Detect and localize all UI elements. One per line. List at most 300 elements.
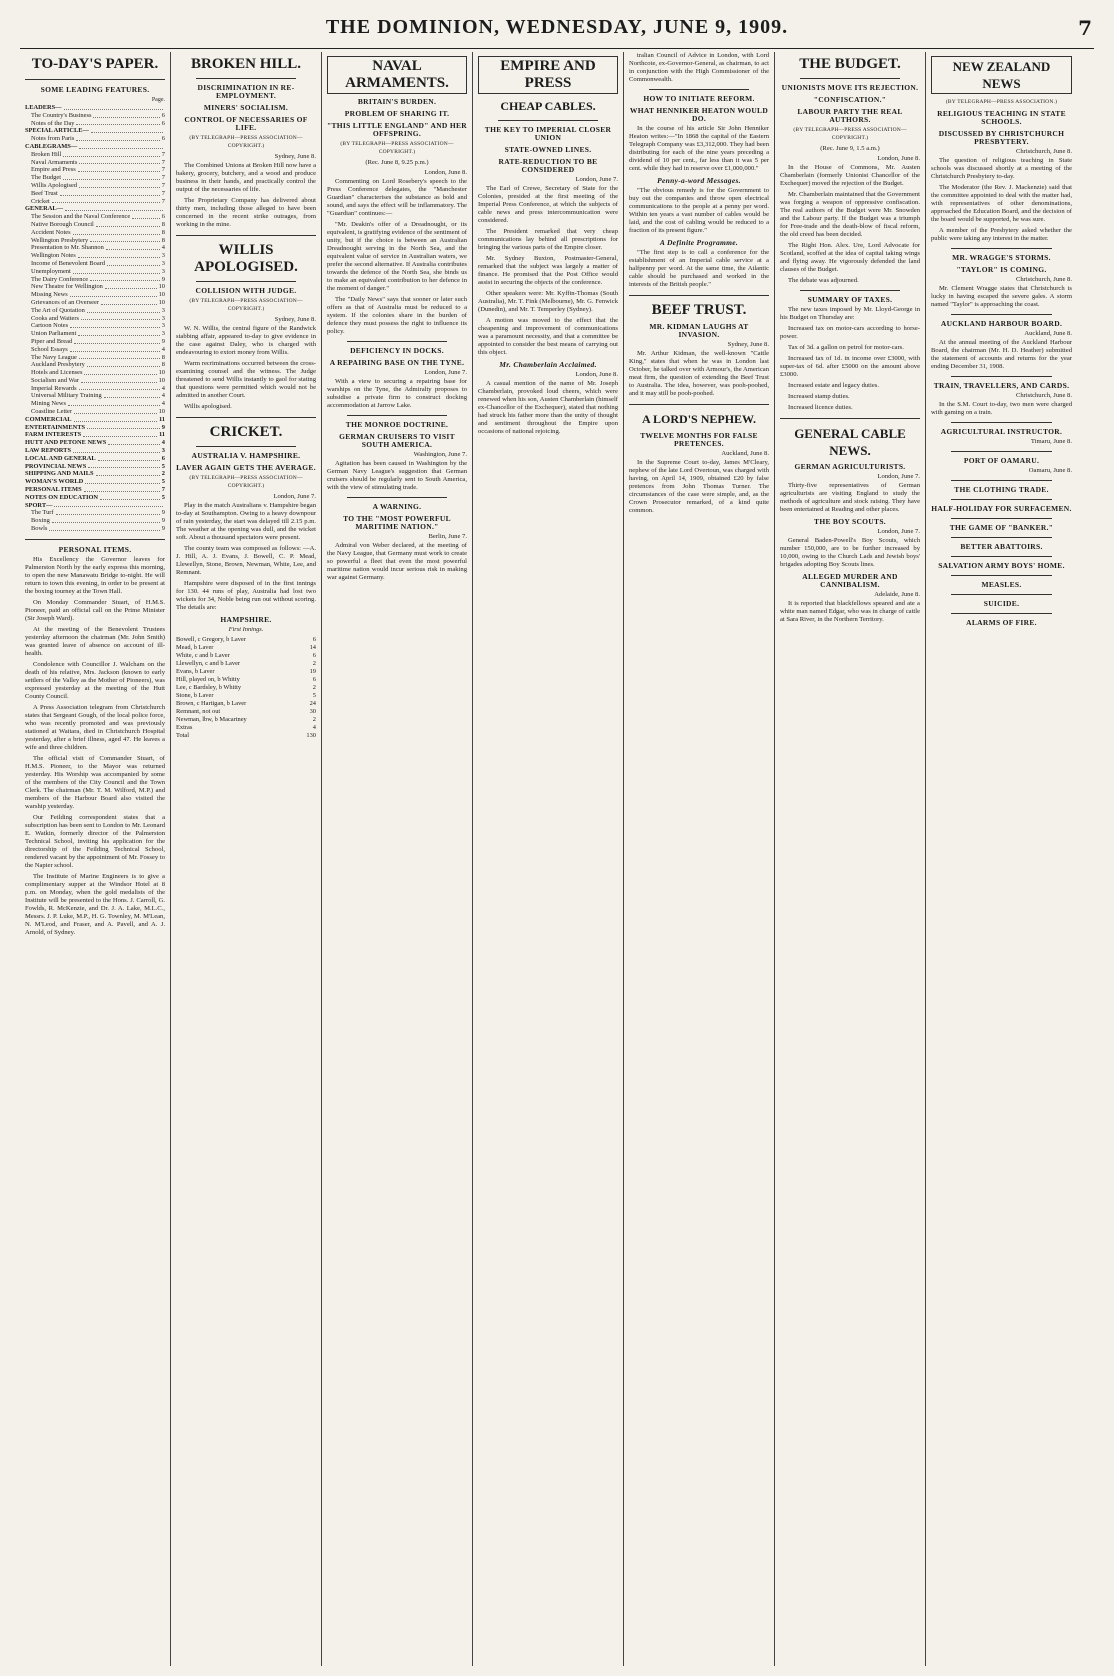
contents-page: 9 xyxy=(161,423,165,431)
beef-trust-heading: BEEF TRUST. xyxy=(651,302,747,318)
column-6 xyxy=(775,52,926,1666)
score-row xyxy=(176,676,316,684)
budget-heading: THE BUDGET. xyxy=(799,56,901,72)
leader-dots xyxy=(74,408,157,414)
contents-label: Mining News xyxy=(31,400,66,408)
article-body xyxy=(327,542,467,582)
article-body xyxy=(780,306,920,412)
contents-row xyxy=(25,455,165,463)
subheading: SUICIDE. xyxy=(983,599,1020,608)
paragraph: Other speakers were: Mr. Kyffin-Thomas (South Australia), Mr. T. Fink (Melbourne), Mr. G. Fenwick (Dunedin), and Mr. T. Temperley (Sydney). xyxy=(478,290,618,313)
contents-row xyxy=(25,112,165,120)
leader-dots xyxy=(108,439,160,445)
contents-page: 8 xyxy=(161,228,165,236)
leader-dots xyxy=(90,276,160,282)
contents-row xyxy=(25,221,165,229)
divider xyxy=(951,556,1052,557)
article-body xyxy=(780,164,920,285)
contents-row xyxy=(25,502,165,510)
score-row xyxy=(176,652,316,660)
contents-label: PROVINCIAL NEWS xyxy=(25,462,87,470)
paragraph: tralian Council of Advice in London, with Lord Northcote, ex-Governor-General, as chairman, to act in conjunction with the High Commissioner of the Commonwealth. xyxy=(629,52,769,83)
divider xyxy=(951,537,1052,538)
contents-label: The Navy League xyxy=(31,353,77,361)
contents-label: Socialism and War xyxy=(31,376,79,384)
contents-row xyxy=(25,361,165,369)
subheading: RELIGIOUS TEACHING IN STATE SCHOOLS. xyxy=(937,109,1066,126)
article-body xyxy=(327,178,467,336)
paragraph: In the House of Commons, Mr. Austen Chamberlain (formerly Unionist Chancellor of the Exchequer) moved the rejection of the Budget. xyxy=(780,164,920,187)
leader-dots xyxy=(132,213,160,219)
leader-dots xyxy=(91,127,163,133)
score-row xyxy=(176,684,316,692)
score-row xyxy=(176,700,316,708)
contents-row xyxy=(25,135,165,143)
subheading: ALARMS OF FIRE. xyxy=(966,618,1037,627)
subheading: WHAT HENNIKER HEATON WOULD DO. xyxy=(629,106,769,123)
subheading: THE GAME OF "BANKER." xyxy=(949,523,1054,532)
wire-credit: (BY TELEGRAPH—PRESS ASSOCIATION—COPYRIGHT.) xyxy=(189,135,303,149)
contents-row xyxy=(25,174,165,182)
subheading: "THIS LITTLE ENGLAND" AND HER OFFSPRING. xyxy=(327,121,467,138)
runs: 130 xyxy=(306,732,316,739)
contents-label: CABLEGRAMS— xyxy=(25,142,78,150)
batsman: Total xyxy=(176,732,190,739)
subheading: THE KEY TO IMPERIAL CLOSER UNION xyxy=(484,125,612,142)
contents-row xyxy=(25,299,165,307)
contents-row xyxy=(25,494,165,502)
contents-page: 10 xyxy=(158,298,165,306)
contents-row xyxy=(25,369,165,377)
divider xyxy=(951,480,1052,481)
batsman: Remnant, not out xyxy=(176,708,221,715)
divider xyxy=(951,451,1052,452)
dateline: (Rec. June 9, 1.5 a.m.) xyxy=(820,145,880,152)
leader-dots xyxy=(65,205,163,211)
contents-row xyxy=(25,486,165,494)
contents-page: 10 xyxy=(158,369,165,377)
paragraph: The President remarked that very cheap communications lay behind all prescriptions for bringing the various parts of the Empire closer. xyxy=(478,228,618,251)
runs: 14 xyxy=(309,644,316,651)
contents-label: Universal Military Training xyxy=(31,392,102,400)
contents-page: 7 xyxy=(161,197,165,205)
subheading: THE MONROE DOCTRINE. xyxy=(345,420,449,429)
divider xyxy=(347,497,447,498)
subheading: BETTER ABATTOIRS. xyxy=(960,542,1043,551)
dateline: Berlin, June 7. xyxy=(428,533,467,540)
personal-item: His Excellency the Governor leaves for Palmerston North by the early express this morning, to open the new Manawatu Bridge to-night. He will return to town this evening, in order to be present at the boxing tourney at the Town Hall. xyxy=(25,555,165,595)
score-row xyxy=(176,636,316,644)
subheading: AUCKLAND HARBOUR BOARD. xyxy=(940,319,1063,328)
leader-dots xyxy=(70,291,157,297)
article-body xyxy=(931,401,1072,417)
subheading: MINERS' SOCIALISM. xyxy=(203,103,289,112)
contents-row xyxy=(25,470,165,478)
newspaper-title: THE DOMINION, WEDNESDAY, JUNE 9, 1909. xyxy=(325,16,789,38)
contents-page: 10 xyxy=(158,408,165,416)
dateline: London, June 8. xyxy=(424,169,467,176)
paragraph: Mr. Arthur Kidman, the well-known "Cattle King," states that when he was in London last October, he talked over with Armour's, the American meat firm, the question of extending the Beef Trust to Australia. The idea, however, was pooh-poohed, and it may still be pooh-poohed. xyxy=(629,350,769,397)
contents-label: PERSONAL ITEMS xyxy=(25,486,82,494)
new-zealand-news-heading: NEW ZEALAND NEWS xyxy=(931,56,1072,94)
contents-row xyxy=(25,198,165,206)
paragraph: The Proprietary Company has delivered about thirty men, including those alleged to have been concerned in the recent strike outrages, from working in the mine. xyxy=(176,197,316,228)
dateline: Washington, June 7. xyxy=(413,451,467,458)
contents-label: Imperial Rewards xyxy=(31,384,77,392)
article-body xyxy=(176,162,316,229)
subheading: "CONFISCATION." xyxy=(813,95,887,104)
article-body xyxy=(780,600,920,624)
batsman: Bowell, c Gregory, b Laver xyxy=(176,636,246,643)
contents-row xyxy=(25,354,165,362)
masthead xyxy=(20,14,1094,49)
personal-item: A Press Association telegram from Christchurch states that Sergeant Gough, of the local police force, who was recently promoted and was previously stationed at Waitara, died in Christchurch Hospital yesterday, after a brief illness, aged 47. He leaves a wife and three children. xyxy=(25,703,165,751)
contents-label: COMMERCIAL xyxy=(25,415,72,423)
contents-page: 11 xyxy=(158,431,165,439)
contents-label: LAW REPORTS xyxy=(25,447,71,455)
paragraph: In the Supreme Court to-day, James M'Cleary, nephew of the late Lord Overtoun, was charged with having, on April 14, 1909, obtained £20 by false pretences from John Thomas Turner. The circumstances of the case were simple, and, as the Crown Prosecutor remarked, of a kind quite common. xyxy=(629,459,769,514)
contents-label: Accident Notes xyxy=(31,228,71,236)
personal-item: The official visit of Commander Stuart, of H.M.S. Pioneer, to the Mayor was returned yesterday. His Worship was accompanied by some of the members of the City Council and the Town Clerk. The chairman (Mr. T. M. Wilford, M.P.) and members of the Harbour Board also visited the warship yesterday. xyxy=(25,754,165,810)
contents-row xyxy=(25,252,165,260)
dateline: Adelaide, June 8. xyxy=(874,591,920,598)
paragraph: Commenting on Lord Rosebery's speech to the Press Conference delegates, the "Manchester Guardian" characterises the substance as bold and sound, and says the effect will be inflammatory. The "Guardian" continues:— xyxy=(327,178,467,217)
contents-label: Coastline Letter xyxy=(31,408,72,416)
score-row xyxy=(176,660,316,668)
batsman: Evans, b Laver xyxy=(176,668,215,675)
leader-dots xyxy=(78,252,160,258)
dateline: Sydney, June 8. xyxy=(274,316,316,323)
leader-dots xyxy=(83,431,157,437)
divider xyxy=(629,404,769,405)
contents-label: Bowls xyxy=(31,525,48,533)
contents-row xyxy=(25,120,165,128)
paragraph: The debate was adjourned. xyxy=(788,277,859,284)
contents-row xyxy=(25,400,165,408)
empire-and-press-heading: EMPIRE AND PRESS xyxy=(478,56,618,94)
contents-page: 3 xyxy=(161,252,165,260)
leader-dots xyxy=(73,229,160,235)
article-body xyxy=(780,482,920,514)
dateline: London, June 8. xyxy=(877,155,920,162)
contents-row xyxy=(25,322,165,330)
runs: 6 xyxy=(312,636,316,643)
batsman: Lee, c Bardsley, b Whitty xyxy=(176,684,242,691)
column-4 xyxy=(473,52,624,1666)
divider xyxy=(951,314,1052,315)
divider xyxy=(649,89,749,90)
leader-dots xyxy=(74,416,157,422)
leader-dots xyxy=(100,494,160,500)
score-row xyxy=(176,692,316,700)
divider xyxy=(347,415,447,416)
subheading: DEFICIENCY IN DOCKS. xyxy=(350,346,444,355)
contents-page: 8 xyxy=(161,361,165,369)
subheading: GERMAN CRUISERS TO VISIT SOUTH AMERICA. xyxy=(339,432,455,449)
paragraph: The "Daily News" says that sooner or later such offers as that of Australia must be reduced to a system. If the colonies share in the burden of defence they must possess the right to influence its policy. xyxy=(327,296,467,335)
contents-label: The Session and the Naval Conference xyxy=(31,213,131,221)
divider xyxy=(951,248,1052,249)
paragraph: Play in the match Australians v. Hampshire began to-day at Southampton. Owing to a heavy downpour of rain yesterday, the start was delayed till 2.15 p.m. The weather at the opening was dull, and the wicket soft. About a thousand spectators were present. xyxy=(176,502,316,541)
contents-page: 7 xyxy=(161,181,165,189)
contents-label: Cartoon Notes xyxy=(31,322,69,330)
contents-label: LEADERS— xyxy=(25,104,62,111)
leader-dots xyxy=(70,322,160,328)
contents-row xyxy=(25,315,165,323)
leader-dots xyxy=(76,120,159,126)
contents-label: Missing News xyxy=(31,291,68,299)
paragraph: With a view to securing a repairing base for warships on the Tyne, the Admiralty proposes to subsidise a private firm to construct docking accommodation at Jarrow Lake. xyxy=(327,378,467,409)
contents-row xyxy=(25,385,165,393)
general-cable-news-heading: GENERAL CABLE NEWS. xyxy=(794,426,906,458)
page-number: 7 xyxy=(1078,16,1092,40)
contents-row xyxy=(25,213,165,221)
contents-page: 7 xyxy=(161,174,165,182)
column-2 xyxy=(171,52,322,1666)
leader-dots xyxy=(78,166,160,172)
contents-page: 6 xyxy=(161,454,165,462)
runs: 6 xyxy=(312,652,316,659)
article-body xyxy=(629,459,769,515)
divider xyxy=(498,120,598,121)
divider xyxy=(951,499,1052,500)
personal-item: On Monday Commander Stuart, of H.M.S. Pioneer, paid an official call on the Prime Minister (Sir Joseph Ward). xyxy=(25,598,165,622)
contents-label: Naval Armaments xyxy=(31,158,78,166)
subheading: UNIONISTS MOVE ITS REJECTION. xyxy=(781,83,919,92)
contents-row xyxy=(25,166,165,174)
paragraph: The question of religious teaching in State schools was discussed shortly at a meeting of the Christchurch Presbytery to-day. xyxy=(931,157,1072,180)
contents-label: Beef Trust xyxy=(31,189,58,197)
paragraph: "Mr. Deakin's offer of a Dreadnought, or its equivalent, is gratifying evidence of the sentiment of unity, but if the choice is between an Australian Dreadnought serving in the North Sea, and the equivalent value of service in Australian waters, we prefer the second alternative. If Australia contributes towards the defence of the North Sea, she binds us to make an equivalent contribution to her defence in the moment of danger." xyxy=(327,221,467,292)
contents-row xyxy=(25,268,165,276)
contents-page: 9 xyxy=(161,525,165,533)
paragraph: Increased licence duties. xyxy=(788,404,853,411)
contents-page: 6 xyxy=(161,119,165,127)
naval-armaments-heading: NAVAL ARMAMENTS. xyxy=(327,56,467,94)
paragraph: Increased tax on motor-cars according to horse-power. xyxy=(780,325,920,340)
article-body xyxy=(931,157,1072,243)
contents-label: HUTT AND PETONE NEWS xyxy=(25,439,107,447)
subheading: HOW TO INITIATE REFORM. xyxy=(643,94,755,103)
contents-page: 8 xyxy=(161,353,165,361)
subheading: TRAIN, TRAVELLERS, AND CARDS. xyxy=(933,381,1070,390)
subheading: TWELVE MONTHS FOR FALSE PRETENCES. xyxy=(640,431,758,448)
divider xyxy=(196,446,296,447)
subheading: THE CLOTHING TRADE. xyxy=(954,485,1049,494)
contents-list xyxy=(25,104,165,533)
contents-label: SPECIAL ARTICLE— xyxy=(25,127,89,135)
subheading: PORT OF OAMARU. xyxy=(963,456,1040,465)
paragraph: Tax of 3d. a gallon on petrol for motor-cars. xyxy=(788,344,904,351)
subheading: A REPAIRING BASE ON THE TYNE. xyxy=(329,358,465,367)
contents-label: GENERAL— xyxy=(25,205,63,213)
contents-page: 4 xyxy=(161,345,165,353)
leader-dots xyxy=(56,509,160,515)
article-body xyxy=(629,187,769,235)
contents-label: The Budget xyxy=(31,174,61,182)
paragraph: Mr. Sydney Buxton, Postmaster-General, remarked that the subject was largely a matter of finance. He promised that the Post Office would assist in securing the objects of the conference. xyxy=(478,255,618,286)
leader-dots xyxy=(70,346,160,352)
contents-page: 4 xyxy=(161,439,165,447)
dateline: London, June 7. xyxy=(877,473,920,480)
leader-dots xyxy=(74,338,160,344)
divider xyxy=(176,235,316,236)
scorecard xyxy=(176,636,316,740)
batsman: White, c and b Laver xyxy=(176,652,230,659)
contents-label: Wellington Notes xyxy=(31,252,76,260)
subheading: MR. WRAGGE'S STORMS. xyxy=(952,253,1051,262)
paragraph: The Right Hon. Alex. Ure, Lord Advocate for Scotland, scoffed at the idea of capital taking wings and flying away. He vigorously defended the land clauses of the Budget. xyxy=(780,242,920,273)
runs: 24 xyxy=(309,700,316,707)
contents-label: FARM INTERESTS xyxy=(25,431,82,439)
contents-label: Notes from Paris xyxy=(31,135,75,143)
column-5 xyxy=(624,52,775,1666)
contents-label: Native Borough Council xyxy=(31,220,94,228)
leader-dots xyxy=(105,283,157,289)
contents-page: 7 xyxy=(161,150,165,158)
contents-label: Presentation to Mr. Shannon xyxy=(31,244,104,252)
paragraph: Thirty-five representatives of German agriculturists are visiting England to study the methods of agriculture and stock raising. They have been entertained at Reading and other places. xyxy=(780,482,920,513)
contents-page: 3 xyxy=(161,306,165,314)
subheading: Mr. Chamberlain Acclaimed. xyxy=(499,360,597,369)
subheading: AGRICULTURAL INSTRUCTOR. xyxy=(940,427,1063,436)
contents-row xyxy=(25,151,165,159)
subheading: SUMMARY OF TAXES. xyxy=(807,295,893,304)
paragraph: The Earl of Crewe, Secretary of State for the Colonies, presided at the first meeting of the Imperial Press Conference, at which the subjects of cable news and press intercommunication were considered. xyxy=(478,185,618,224)
runs: 5 xyxy=(312,692,316,699)
scorecard-subheading: First Innings. xyxy=(228,626,264,633)
divider xyxy=(951,613,1052,614)
personal-items-body xyxy=(25,556,165,937)
paragraph: A member of the Presbytery asked whether the public were taking any interest in the matter. xyxy=(931,227,1072,242)
contents-page: 6 xyxy=(161,213,165,221)
contents-page: 3 xyxy=(161,267,165,275)
contents-page: 10 xyxy=(158,376,165,384)
batsman: Stone, b Laver xyxy=(176,692,214,699)
divider xyxy=(196,281,296,282)
contents-page: 7 xyxy=(161,166,165,174)
leader-dots xyxy=(88,463,160,469)
paragraph: Increased estate and legacy duties. xyxy=(788,382,879,389)
contents-row xyxy=(25,244,165,252)
contents-row xyxy=(25,377,165,385)
contents-label: The Dairy Conference xyxy=(31,275,89,283)
contents-label: School Essays xyxy=(31,345,68,353)
subheading: AUSTRALIA V. HAMPSHIRE. xyxy=(191,451,301,460)
paragraph: Mr. Chamberlain maintained that the Government was forging a weapon of oppressive confiscation. The real authors of the Budget were Mr. Snowden and the Labour party. If the Budget was a triumph for Free-trade and the death-blow of fiscal reform, the old creed has been decided. xyxy=(780,191,920,238)
dateline: Auckland, June 8. xyxy=(721,450,769,457)
contents-row xyxy=(25,408,165,416)
contents-label: SPORT— xyxy=(25,501,53,509)
contents-page: 9 xyxy=(161,517,165,525)
article-body xyxy=(176,325,316,411)
score-row xyxy=(176,708,316,716)
paragraph: Willis apologised. xyxy=(184,403,232,410)
contents-page: 3 xyxy=(161,447,165,455)
leader-dots xyxy=(60,190,160,196)
contents-label: WOMAN'S WORLD xyxy=(25,478,84,486)
paragraph: The Combined Unions at Broken Hill now have a bakery, grocery, butchery, and a wood and produce business in their hands, and practically control the output of the necessaries of life. xyxy=(176,162,316,193)
contents-page: 3 xyxy=(161,314,165,322)
divider xyxy=(800,78,900,79)
contents-label: Unemployment xyxy=(31,267,71,275)
contents-label: Piper and Bread xyxy=(31,337,73,345)
scorecard-heading: HAMPSHIRE. xyxy=(220,615,272,624)
leader-dots xyxy=(93,112,159,118)
leader-dots xyxy=(81,377,157,383)
dateline: London, June 7. xyxy=(424,369,467,376)
contents-row xyxy=(25,338,165,346)
divider xyxy=(347,341,447,342)
dateline: Christchurch, June 8. xyxy=(1015,276,1072,283)
contents-row xyxy=(25,431,165,439)
divider xyxy=(951,376,1052,377)
contents-page: 10 xyxy=(158,291,165,299)
wire-credit: (BY TELEGRAPH—PRESS ASSOCIATION.) xyxy=(945,99,1058,105)
dateline: Christchurch, June 8. xyxy=(1015,148,1072,155)
paragraph: "The first step is to call a conference for the establishment of an Imperial cable service at a halfpenny per word. At the same time, the Atlantic cable should be purchased and worked in the interests of the British people." xyxy=(629,249,769,288)
subheading: RATE-REDUCTION TO BE CONSIDERED xyxy=(498,157,598,174)
divider xyxy=(25,79,165,80)
dateline: Timaru, June 8. xyxy=(1030,438,1072,445)
personal-item: The Institute of Marine Engineers is to give a complimentary supper at the Windsor Hotel at 8 p.m. on Monday, when the gold medalists of the Institute will be presented to the Hons. J. Carroll, G. Fowlds, R. McKenzie, and Dr. J. A. Lake, M.L.C., Messrs. J. P. Luke, M.P., H. G. Townley, M. M'Lean, N. M'Leod, and Fraser, and A. Pavell, and A. J. Arnold, of Sydney. xyxy=(25,872,165,936)
divider xyxy=(800,290,900,291)
contents-row xyxy=(25,416,165,424)
contents-page: 3 xyxy=(161,322,165,330)
contents-label: Grievances of an Overseer xyxy=(31,298,99,306)
personal-item: Our Feilding correspondent states that a subscription has been sent to London to Mr. Leonard E. Watkin, formerly director of the Palmerston Technical School, inviting his application for the directorship of the Feilding Technical School, rendered vacant by the appointment of Mr. Fossey to the Napier school. xyxy=(25,813,165,869)
batsman: Brown, c Hartigan, b Laver xyxy=(176,700,247,707)
contents-label: Union Parliament xyxy=(31,330,77,338)
subheading: DISCUSSED BY CHRISTCHURCH PRESBYTERY. xyxy=(938,129,1065,146)
subheading: SALVATION ARMY BOYS' HOME. xyxy=(938,561,1065,570)
dateline: Auckland, June 8. xyxy=(1024,330,1072,337)
dateline: Oamaru, June 8. xyxy=(1028,467,1072,474)
dateline: Sydney, June 8. xyxy=(274,153,316,160)
contents-page: 7 xyxy=(161,486,165,494)
article-body xyxy=(780,537,920,569)
paragraph: General Baden-Powell's Boy Scouts, which number 150,000, are to be further increased by 10,000, owing to the Church Lads and Jewish boys' brigades adopting Boy Scouts lines. xyxy=(780,537,920,568)
paragraph: A casual mention of the name of Mr. Joseph Chamberlain, provoked loud cheers, which were renewed when his son, Austen Chamberlain (himself ex-Chancellor of the Exchequer), stated that nothing had struck his father more than the unity of thought and sentiment throughout the Empire upon occasions of national rejoicing. xyxy=(478,380,618,435)
leader-dots xyxy=(79,143,163,149)
contents-row xyxy=(25,143,165,151)
dateline: (Rec. June 8, 9.25 p.m.) xyxy=(365,159,429,166)
batsman: Mead, b Laver xyxy=(176,644,214,651)
runs: 4 xyxy=(312,724,316,731)
lords-nephew-heading: A LORD'S NEPHEW. xyxy=(642,412,756,426)
contents-row xyxy=(25,229,165,237)
divider xyxy=(176,417,316,418)
contents-row xyxy=(25,190,165,198)
article-body xyxy=(629,249,769,289)
article-body xyxy=(327,460,467,492)
dateline: London, June 8. xyxy=(575,371,618,378)
cheap-cables-heading: CHEAP CABLES. xyxy=(500,99,596,113)
contents-label: New Theatre for Wellington xyxy=(31,283,103,291)
article-body xyxy=(478,185,618,357)
leader-dots xyxy=(78,330,160,336)
contents-row xyxy=(25,478,165,486)
article-body xyxy=(931,285,1072,309)
contents-label: Income of Benevolent Board xyxy=(31,259,106,267)
subheading: MEASLES. xyxy=(981,580,1022,589)
leader-dots xyxy=(73,268,160,274)
subheading: STATE-OWNED LINES. xyxy=(504,145,592,154)
leader-dots xyxy=(101,299,157,305)
personal-items-heading: PERSONAL ITEMS. xyxy=(58,544,132,554)
page-columns xyxy=(20,52,1094,1666)
subheading: GERMAN AGRICULTURISTS. xyxy=(794,462,906,471)
